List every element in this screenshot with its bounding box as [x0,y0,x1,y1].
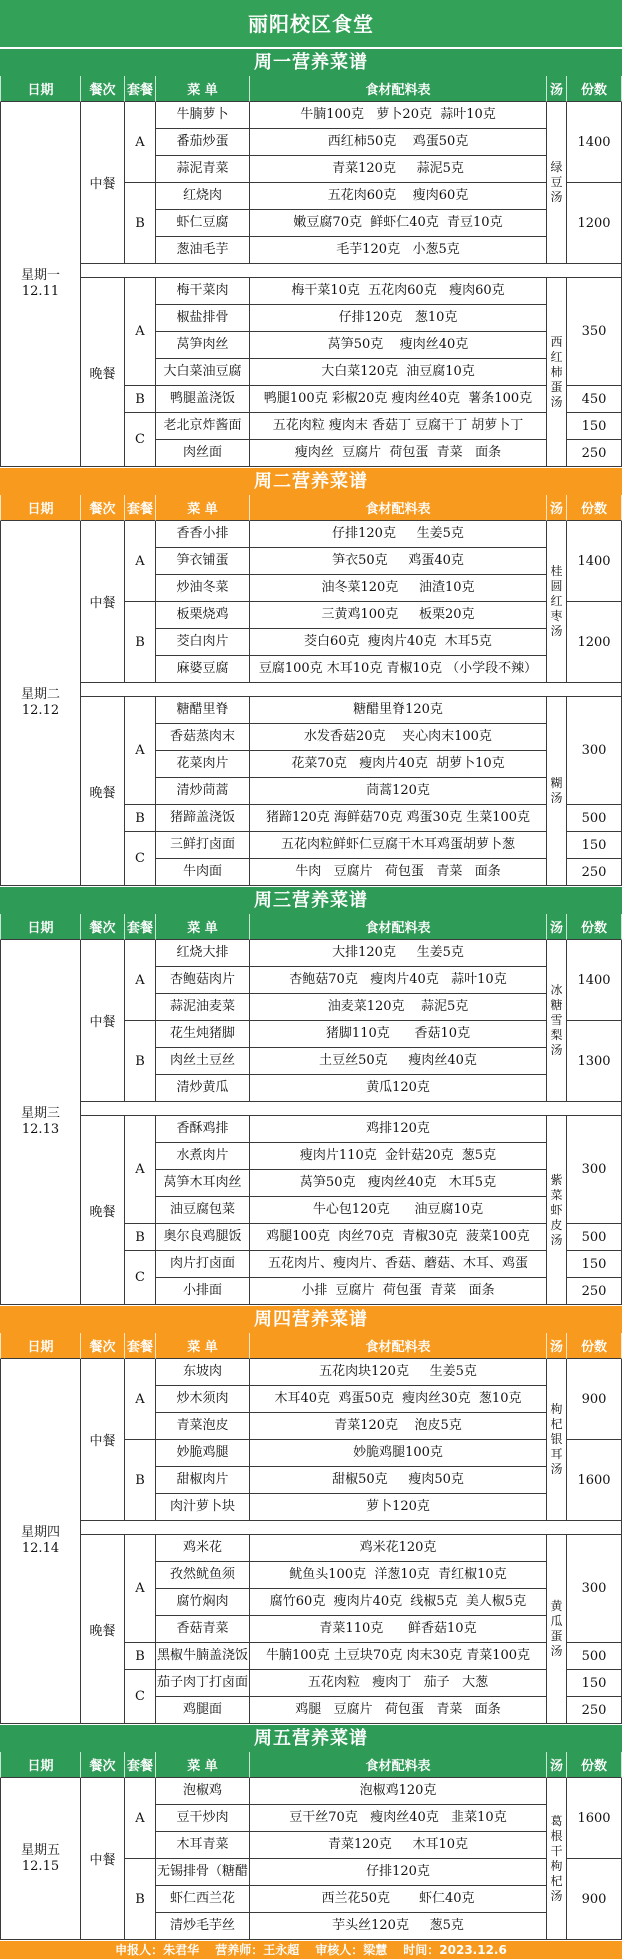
dish-ingredients: 猪脚110克 香菇10克 [250,1021,547,1048]
dish-ingredients: 鸡米花120克 [250,1535,547,1562]
dish-ingredients: 青菜110克 鲜香菇10克 [250,1616,547,1643]
weekday-label: 星期一 [20,268,60,283]
meal-label: 晚餐 [81,1116,125,1305]
dish-ingredients: 毛芋120克 小葱5克 [250,237,547,264]
dish-name: 三鲜打卤面 [156,832,250,859]
day-band-title: 周四营养菜谱 [0,1305,622,1333]
dish-name: 孜然鱿鱼须 [156,1562,250,1589]
set-label: B [125,386,156,413]
portion-count: 150 [567,413,622,440]
portion-count: 1200 [567,602,622,683]
dish-name: 肉丝面 [156,440,250,467]
soup-name: 紫菜虾皮汤 [547,1116,567,1305]
day-menu-table [0,914,622,1305]
meal-label: 晚餐 [81,1535,125,1724]
dish-ingredients: 茼蒿120克 [250,778,547,805]
dish-ingredients: 猪蹄120克 海鲜菇70克 鸡蛋30克 生菜100克 [250,805,547,832]
dish-ingredients: 大排120克 生姜5克 [250,940,547,967]
portion-count: 1600 [567,1440,622,1521]
dish-name: 葱油毛芋 [156,237,250,264]
day-band-title: 周五营养菜谱 [0,1724,622,1752]
dish-ingredients: 油冬菜120克 油渣10克 [250,575,547,602]
dish-ingredients: 嫩豆腐70克 鲜虾仁40克 青豆10克 [250,210,547,237]
meal-label: 晚餐 [81,697,125,886]
portion-count: 350 [567,278,622,386]
dish-name: 妙脆鸡腿 [156,1440,250,1467]
date-cell [0,1359,81,1724]
header-soup: 汤 [547,1752,567,1778]
dish-name: 鸡米花 [156,1535,250,1562]
set-label: A [125,1535,156,1643]
set-label: B [125,183,156,264]
footer-nutritionist [215,1941,299,1959]
dish-ingredients: 杏鲍菇70克 瘦肉片40克 蒜叶10克 [250,967,547,994]
dish-name: 炒油冬菜 [156,575,250,602]
dish-name: 红烧大排 [156,940,250,967]
dish-name: 虾仁豆腐 [156,210,250,237]
dish-name: 肉片打卤面 [156,1251,250,1278]
dish-name: 清炒黄瓜 [156,1075,250,1102]
day-block [0,48,622,467]
set-label: A [125,1359,156,1440]
portion-count: 1600 [567,1778,622,1859]
meal-separator [81,683,622,697]
footer-reviewer-label: 审核人： [315,1943,364,1957]
portion-count: 500 [567,805,622,832]
header-date: 日期 [0,1333,81,1359]
header-set: 套餐 [125,914,156,940]
dish-name: 鸭腿盖浇饭 [156,386,250,413]
dish-name: 青菜泡皮 [156,1413,250,1440]
dish-name: 东坡肉 [156,1359,250,1386]
portion-count: 300 [567,1116,622,1224]
dish-ingredients: 鸡腿100克 肉丝70克 青椒30克 菠菜100克 [250,1224,547,1251]
weekday-label: 星期四 [20,1525,60,1540]
dish-ingredients: 笋衣50克 鸡蛋40克 [250,548,547,575]
dish-ingredients: 豆腐100克 木耳10克 青椒10克 （小学段不辣） [250,656,547,683]
header-date: 日期 [0,76,81,102]
dish-name: 香香小排 [156,521,250,548]
dish-name: 莴笋肉丝 [156,332,250,359]
day-block [0,886,622,1305]
header-meal: 餐次 [81,1333,125,1359]
dish-ingredients: 花菜70克 瘦肉片40克 胡萝卜10克 [250,751,547,778]
dish-ingredients: 鱿鱼头100克 洋葱10克 青红椒10克 [250,1562,547,1589]
portion-count: 150 [567,1251,622,1278]
dish-ingredients: 西红柿50克 鸡蛋50克 [250,129,547,156]
header-ingredients: 食材配料表 [250,914,547,940]
dish-name: 牛腩萝卜 [156,102,250,129]
portion-count: 900 [567,1859,622,1940]
soup-name: 糊汤 [547,697,567,886]
date-label: 12.15 [21,1858,60,1874]
dish-name: 奥尔良鸡腿饭 [156,1224,250,1251]
header-ingredients: 食材配料表 [250,495,547,521]
dish-name: 猪蹄盖浇饭 [156,805,250,832]
day-block [0,467,622,886]
meal-separator [81,1102,622,1116]
dish-name: 番茄炒蛋 [156,129,250,156]
dish-ingredients: 五花肉粒 瘦肉丁 茄子 大葱 [250,1670,547,1697]
weekday-label: 星期三 [20,1106,60,1121]
date-label: 12.11 [21,284,60,299]
set-label: A [125,940,156,1021]
day-band-title: 周三营养菜谱 [0,886,622,914]
dish-ingredients: 仔排120克 葱10克 [250,305,547,332]
set-label: C [125,1670,156,1724]
weekly-menu [0,48,622,1940]
dish-name: 牛肉面 [156,859,250,886]
dish-name: 鸡腿面 [156,1697,250,1724]
portion-count: 500 [567,1224,622,1251]
meal-label: 中餐 [81,102,125,264]
dish-name: 梅干菜肉 [156,278,250,305]
meal-separator [81,1521,622,1535]
dish-name: 板栗烧鸡 [156,602,250,629]
dish-ingredients: 木耳40克 鸡蛋50克 瘦肉丝30克 葱10克 [250,1386,547,1413]
day-block [0,1305,622,1724]
meal-label: 中餐 [81,521,125,683]
dish-ingredients: 芋头丝120克 葱5克 [250,1913,547,1940]
dish-name: 肉丝土豆丝 [156,1048,250,1075]
set-label: A [125,521,156,602]
header-dish: 菜 单 [156,495,250,521]
day-menu-table [0,495,622,886]
set-label: A [125,278,156,386]
date-label: 12.13 [21,1122,60,1137]
dish-name: 茄子肉丁打卤面 [156,1670,250,1697]
dish-ingredients: 甜椒50克 瘦肉50克 [250,1467,547,1494]
header-portion: 份数 [567,1752,622,1778]
day-menu-table [0,1333,622,1724]
soup-name: 西红柿蛋汤 [547,278,567,467]
header-portion: 份数 [567,1333,622,1359]
portion-count: 450 [567,386,622,413]
set-label: C [125,832,156,886]
dish-ingredients: 瘦肉丝 豆腐片 荷包蛋 青菜 面条 [250,440,547,467]
dish-name: 甜椒肉片 [156,1467,250,1494]
date-cell [0,102,81,467]
dish-ingredients: 茭白60克 瘦肉片40克 木耳5克 [250,629,547,656]
date-cell [0,940,81,1305]
footer-date-value: 2023.12.6 [439,1943,507,1957]
dish-name: 糖醋里脊 [156,697,250,724]
dish-name: 水煮肉片 [156,1143,250,1170]
dish-name: 炒木须肉 [156,1386,250,1413]
soup-name: 绿豆汤 [547,102,567,264]
header-ingredients: 食材配料表 [250,76,547,102]
header-soup: 汤 [547,495,567,521]
dish-ingredients: 泡椒鸡120克 [250,1778,547,1805]
portion-count: 250 [567,1697,622,1724]
set-label: A [125,1116,156,1224]
portion-count: 1400 [567,102,622,183]
dish-name: 大白菜油豆腐 [156,359,250,386]
portion-count: 250 [567,440,622,467]
dish-name: 木耳青菜 [156,1832,250,1859]
dish-ingredients: 莴笋50克 瘦肉丝40克 木耳5克 [250,1170,547,1197]
dish-ingredients: 梅干菜10克 五花肉60克 瘦肉60克 [250,278,547,305]
dish-ingredients: 水发香菇20克 夹心肉末100克 [250,724,547,751]
set-label: B [125,1224,156,1251]
header-ingredients: 食材配料表 [250,1752,547,1778]
header-meal: 餐次 [81,1752,125,1778]
dish-name: 花菜肉片 [156,751,250,778]
dish-ingredients: 牛腩100克 萝卜20克 蒜叶10克 [250,102,547,129]
date-cell [0,1778,81,1940]
set-label: B [125,1643,156,1670]
footer-nutritionist-value: 王永超 [263,1943,300,1957]
dish-name: 红烧肉 [156,183,250,210]
dish-ingredients: 萝卜120克 [250,1494,547,1521]
footer-reviewer [315,1941,387,1959]
soup-name: 枸杞银耳汤 [547,1359,567,1521]
footer-reporter-value: 朱君华 [163,1943,200,1957]
set-label: A [125,102,156,183]
footer-reporter [115,1941,199,1959]
dish-ingredients: 小排 豆腐片 荷包蛋 青菜 面条 [250,1278,547,1305]
footer-nutritionist-label: 营养师： [215,1943,264,1957]
header-meal: 餐次 [81,495,125,521]
dish-name: 清炒茼蒿 [156,778,250,805]
dish-ingredients: 豆干丝70克 瘦肉丝40克 韭菜10克 [250,1805,547,1832]
portion-count: 500 [567,1643,622,1670]
header-set: 套餐 [125,495,156,521]
dish-ingredients: 妙脆鸡腿100克 [250,1440,547,1467]
dish-name: 香菇蒸肉末 [156,724,250,751]
dish-name: 腐竹焖肉 [156,1589,250,1616]
set-label: B [125,602,156,683]
portion-count: 1400 [567,521,622,602]
footer-date-label: 时间： [403,1943,440,1957]
dish-ingredients: 西兰花50克 虾仁40克 [250,1886,547,1913]
set-label: C [125,413,156,467]
header-dish: 菜 单 [156,1333,250,1359]
dish-ingredients: 五花肉片、瘦肉片、香菇、蘑菇、木耳、鸡蛋 [250,1251,547,1278]
dish-name: 豆干炒肉 [156,1805,250,1832]
page-title: 丽阳校区食堂 [0,0,622,48]
dish-name: 笋衣铺蛋 [156,548,250,575]
header-soup: 汤 [547,914,567,940]
date-cell [0,521,81,886]
dish-ingredients: 糖醋里脊120克 [250,697,547,724]
portion-count: 300 [567,1535,622,1643]
header-portion: 份数 [567,495,622,521]
header-ingredients: 食材配料表 [250,1333,547,1359]
dish-name: 麻婆豆腐 [156,656,250,683]
meal-label: 中餐 [81,1778,125,1940]
header-dish: 菜 单 [156,914,250,940]
header-soup: 汤 [547,1333,567,1359]
dish-ingredients: 仔排120克 生姜5克 [250,521,547,548]
dish-name: 椒盐排骨 [156,305,250,332]
soup-name: 冰糖雪梨汤 [547,940,567,1102]
soup-name: 黄瓜蛋汤 [547,1535,567,1724]
header-soup: 汤 [547,76,567,102]
dish-name: 小排面 [156,1278,250,1305]
day-block [0,1724,622,1940]
dish-ingredients: 牛心包120克 油豆腐10克 [250,1197,547,1224]
header-set: 套餐 [125,1752,156,1778]
soup-name: 葛根干枸杞汤 [547,1778,567,1940]
header-set: 套餐 [125,1333,156,1359]
header-set: 套餐 [125,76,156,102]
portion-count: 250 [567,859,622,886]
soup-name: 桂圆红枣汤 [547,521,567,683]
dish-ingredients: 莴笋50克 瘦肉丝40克 [250,332,547,359]
dish-name: 莴笋木耳肉丝 [156,1170,250,1197]
dish-ingredients: 黄瓜120克 [250,1075,547,1102]
day-band-title: 周二营养菜谱 [0,467,622,495]
dish-ingredients: 三黄鸡100克 板栗20克 [250,602,547,629]
portion-count: 1300 [567,1021,622,1102]
header-meal: 餐次 [81,76,125,102]
dish-name: 泡椒鸡 [156,1778,250,1805]
dish-name: 黑椒牛腩盖浇饭 [156,1643,250,1670]
footer-date [403,1941,507,1959]
footer-signoff [0,1940,622,1959]
dish-name: 无锡排骨（糖醋 [156,1859,250,1886]
weekday-label: 星期二 [20,687,60,702]
set-label: B [125,805,156,832]
footer-reporter-label: 申报人： [115,1943,164,1957]
header-date: 日期 [0,1752,81,1778]
day-menu-table [0,1752,622,1940]
dish-name: 肉汁萝卜块 [156,1494,250,1521]
meal-label: 中餐 [81,1359,125,1521]
dish-ingredients: 青菜120克 泡皮5克 [250,1413,547,1440]
set-label: A [125,697,156,805]
dish-ingredients: 牛腩100克 土豆块70克 肉末30克 青菜100克 [250,1643,547,1670]
dish-name: 香酥鸡排 [156,1116,250,1143]
portion-count: 900 [567,1359,622,1440]
set-label: B [125,1440,156,1521]
header-portion: 份数 [567,76,622,102]
day-menu-table [0,76,622,467]
dish-name: 虾仁西兰花 [156,1886,250,1913]
dish-ingredients: 鸡排120克 [250,1116,547,1143]
header-dish: 菜 单 [156,1752,250,1778]
dish-ingredients: 仔排120克 [250,1859,547,1886]
set-label: B [125,1021,156,1102]
dish-name: 蒜泥油麦菜 [156,994,250,1021]
meal-separator [81,264,622,278]
dish-ingredients: 鸡腿 豆腐片 荷包蛋 青菜 面条 [250,1697,547,1724]
set-label: C [125,1251,156,1305]
day-band-title: 周一营养菜谱 [0,48,622,76]
portion-count: 150 [567,1670,622,1697]
header-date: 日期 [0,495,81,521]
date-label: 12.12 [21,703,60,718]
dish-ingredients: 土豆丝50克 瘦肉丝40克 [250,1048,547,1075]
dish-ingredients: 大白菜120克 油豆腐10克 [250,359,547,386]
weekday-label: 星期五 [20,1842,60,1858]
dish-ingredients: 鸭腿100克 彩椒20克 瘦肉丝40克 薯条100克 [250,386,547,413]
dish-ingredients: 五花肉粒 瘦肉末 香菇丁 豆腐干丁 胡萝卜丁 [250,413,547,440]
footer-reviewer-value: 梁慧 [363,1943,388,1957]
dish-ingredients: 牛肉 豆腐片 荷包蛋 青菜 面条 [250,859,547,886]
dish-name: 油豆腐包菜 [156,1197,250,1224]
dish-ingredients: 油麦菜120克 蒜泥5克 [250,994,547,1021]
dish-name: 茭白肉片 [156,629,250,656]
dish-ingredients: 青菜120克 蒜泥5克 [250,156,547,183]
dish-ingredients: 腐竹60克 瘦肉片40克 线椒5克 美人椒5克 [250,1589,547,1616]
dish-name: 花生炖猪脚 [156,1021,250,1048]
dish-ingredients: 瘦肉片110克 金针菇20克 葱5克 [250,1143,547,1170]
set-label: B [125,1859,156,1940]
set-label: A [125,1778,156,1859]
portion-count: 1400 [567,940,622,1021]
portion-count: 150 [567,832,622,859]
portion-count: 1200 [567,183,622,264]
meal-label: 中餐 [81,940,125,1102]
portion-count: 300 [567,697,622,805]
dish-ingredients: 五花肉粒鲜虾仁豆腐干木耳鸡蛋胡萝卜葱 [250,832,547,859]
dish-name: 老北京炸酱面 [156,413,250,440]
header-date: 日期 [0,914,81,940]
dish-ingredients: 青菜120克 木耳10克 [250,1832,547,1859]
date-label: 12.14 [21,1541,60,1556]
header-meal: 餐次 [81,914,125,940]
header-portion: 份数 [567,914,622,940]
dish-name: 杏鲍菇肉片 [156,967,250,994]
dish-ingredients: 五花肉块120克 生姜5克 [250,1359,547,1386]
portion-count: 250 [567,1278,622,1305]
header-dish: 菜 单 [156,76,250,102]
dish-name: 蒜泥青菜 [156,156,250,183]
dish-ingredients: 五花肉60克 瘦肉60克 [250,183,547,210]
meal-label: 晚餐 [81,278,125,467]
dish-name: 清炒毛芋丝 [156,1913,250,1940]
dish-name: 香菇青菜 [156,1616,250,1643]
